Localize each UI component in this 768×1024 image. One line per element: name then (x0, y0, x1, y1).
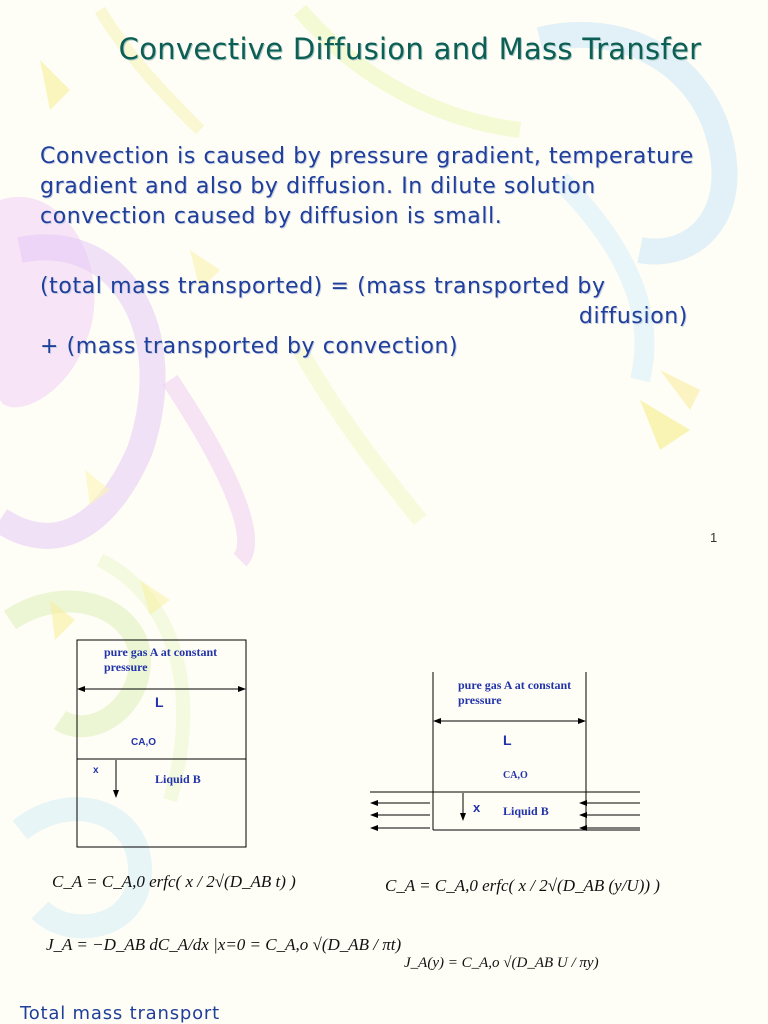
right-liquid-label: Liquid B (503, 804, 549, 818)
right-length-label: L (503, 732, 512, 748)
equation-concentration-right: C_A = C_A,0 erfc( x / 2√(D_AB (y/U)) ) (385, 876, 660, 895)
left-gas-label: pure gas A at constant pressure (104, 645, 218, 674)
total-mass-transport-label: Total mass transport (20, 1003, 220, 1024)
page-number: 1 (710, 530, 718, 545)
equation-flux-left: J_A = −D_AB dC_A/dx |x=0 = C_A,o √(D_AB / πt) (46, 935, 402, 954)
equation-flux-right: J_A(y) = C_A,o √(D_AB U / πy) (404, 955, 599, 971)
mass-balance-line-3: + (mass transported by convection) (40, 334, 459, 359)
left-conc-label: CA,O (131, 737, 156, 748)
right-conc-label: CA,O (503, 770, 528, 781)
mass-balance-line-2: diffusion) (578, 304, 688, 329)
equation-concentration-left: C_A = C_A,0 erfc( x / 2√(D_AB t) ) (52, 872, 296, 891)
left-x-label: x (93, 765, 99, 776)
mass-balance-line-1: (total mass transported) = (mass transported by (40, 274, 606, 299)
slide-title: Convective Diffusion and Mass Transfer (118, 32, 702, 66)
left-length-label: L (155, 694, 164, 710)
right-gas-label: pure gas A at constant pressure (458, 678, 572, 707)
left-liquid-label: Liquid B (155, 772, 201, 786)
right-x-label: x (473, 800, 481, 815)
intro-paragraph: Convection is caused by pressure gradient, temperature gradient and also by diffusion. In dilute solution convection caused by diffusion is small. (40, 144, 694, 229)
